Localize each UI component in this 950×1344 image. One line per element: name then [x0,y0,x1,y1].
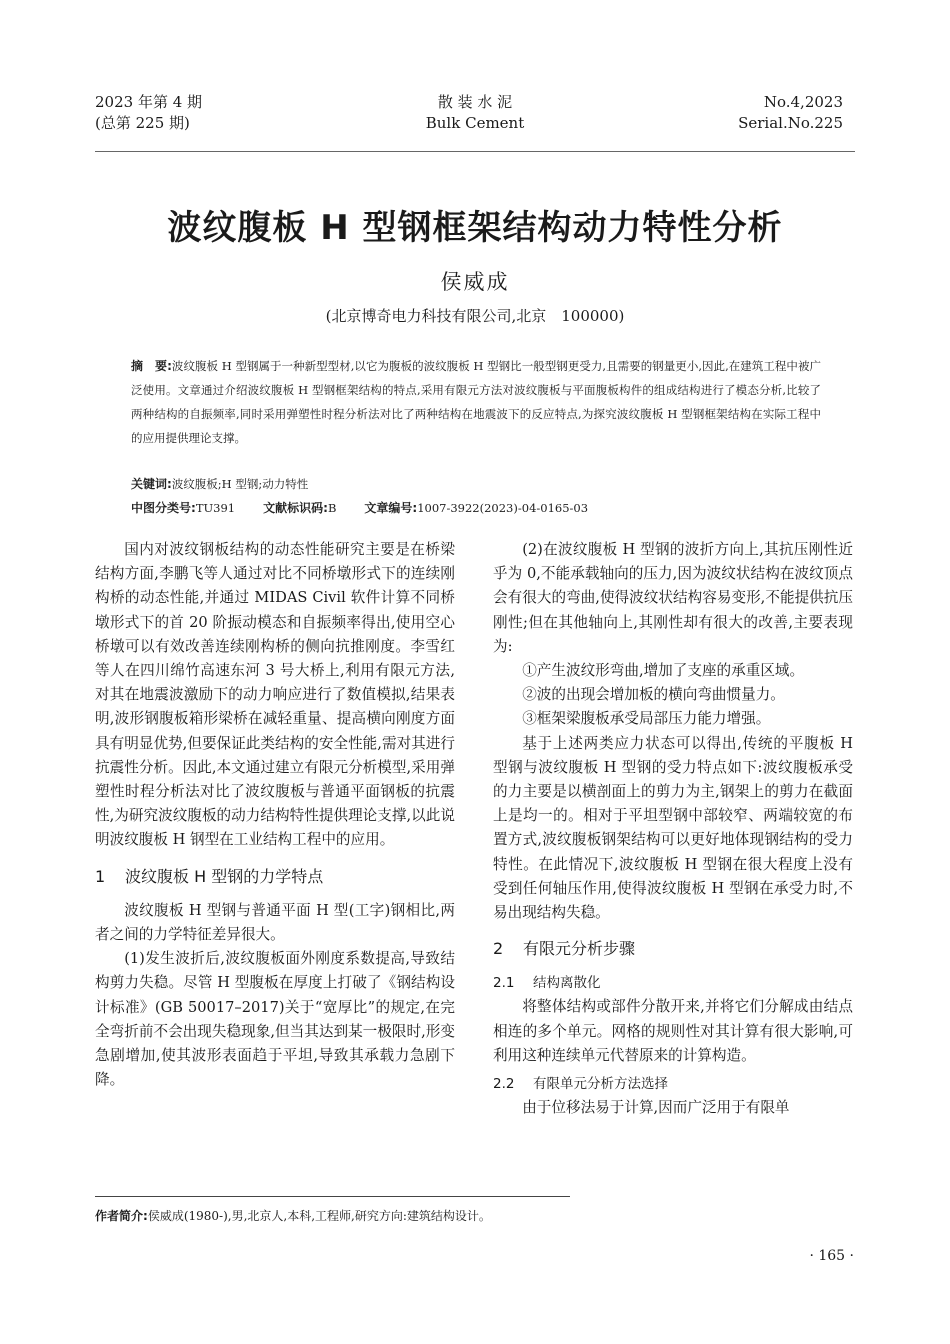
paragraph: (1)发生波折后,波纹腹板面外刚度系数提高,导致结构剪力失稳。尽管 H 型腹板在厚度上打破了《钢结构设计标准》(GB 50017–2017)关于“宽厚比”的规定,在完全弯折前不会出现失稳现象,但当其达到某一极限时,形变急剧增加,使其波形表面趋于平坦,导致其承载力急剧下降。 [95,950,455,1089]
subsection-2-2-heading [493,1072,853,1096]
author-name: 侯威成 [440,270,510,294]
abstract-label: 摘 要: [131,359,172,373]
journal-name-en: Bulk Cement [425,114,525,132]
list-item: ①产生波纹形弯曲,增加了支座的承重区域。 [522,662,805,680]
section-1-heading [95,865,455,889]
keywords [131,475,308,493]
paragraph: 波纹腹板 H 型钢与普通平面 H 型(工字)钢相比,两者之间的力学特征差异很大。 [95,901,455,944]
clc-label: 中图分类号: [131,501,196,515]
section-number: 1 [95,866,106,886]
classification-line [131,499,588,517]
header-divider [95,151,855,152]
subsection-2-1-heading [493,971,853,995]
subsection-number: 2.2 [493,1076,515,1093]
subsection-title: 结构离散化 [533,975,601,992]
section-2-heading [493,937,853,961]
left-column [95,538,455,1092]
total-issue: (总第 225 期) [95,114,190,132]
doc-code-value: B [327,501,337,515]
subsection-number: 2.1 [493,975,515,992]
footnote-label: 作者简介: [95,1209,148,1223]
footnote-text: 侯威成(1980-),男,北京人,本科,工程师,研究方向:建筑结构设计。 [147,1209,491,1223]
list-item: ③框架梁腹板承受局部压力能力增强。 [522,710,771,728]
keywords-label: 关键词: [131,477,172,491]
page-number: · 165 · [809,1248,854,1264]
abstract-text: 波纹腹板 H 型钢属于一种新型型材,以它为腹板的波纹腹板 H 型钢比一般型钢更受力,且需要的钢量更小,因此,在建筑工程中被广泛使用。文章通过介绍波纹腹板 H 型钢框架结构的特点,采用有限元方法对波纹腹板与平面腹板构件的组成结构进行了模态分析,比较了两种结构的自振频率,同时采用弹塑性时程分析法对比了两种结构在地震波下的反应特点,为探究波纹腹板 H 型钢框架结构在实际工程中的应用提供理论支撑。 [131,359,821,445]
keywords-text: 波纹腹板;H 型钢;动力特性 [171,477,309,491]
serial-number: Serial.No.225 [738,114,843,132]
doc-code-label: 文献标识码: [263,501,328,515]
article-number-value: 1007-3922(2023)-04-0165-03 [417,501,589,515]
abstract [131,354,821,450]
article-number-label: 文章编号: [364,501,418,515]
section-number: 2 [493,939,504,959]
journal-name-cn: 散 装 水 泥 [437,93,513,111]
issue-number: 2023 年第 4 期 [95,93,203,111]
list-item: ②波的出现会增加板的横向弯曲惯量力。 [522,686,785,704]
right-column [493,538,853,1120]
paragraph: (2)在波纹腹板 H 型钢的波折方向上,其抗压刚性近乎为 0,不能承载轴向的压力,因为波纹状结构在波纹顶点会有很大的弯曲,使得波纹状结构容易变形,不能提供抗压刚性;但在其他轴向上,其刚性却有很大的改善,主要表现为: [493,541,853,655]
issue-number-en: No.4,2023 [763,93,843,111]
clc-value: TU391 [195,501,236,515]
author-footnote [95,1207,491,1224]
subsection-title: 有限单元分析方法选择 [533,1076,668,1093]
footnote-divider [95,1196,570,1197]
paragraph: 基于上述两类应力状态可以得出,传统的平腹板 H 型钢与波纹腹板 H 型钢的受力特点如下:波纹腹板承受的力主要是以横剖面上的剪力为主,钢架上的剪力在截面上是均一的。相对于平坦型钢中部较窄、两端较宽的布置方式,波纹腹板钢架结构可以更好地体现钢结构的受力特性。在此情况下,波纹腹板 H 型钢在很大程度上没有受到任何轴压作用,使得波纹腹板 H 型钢在承受力时,不易出现结构失稳。 [493,734,853,922]
section-title: 有限元分析步骤 [523,939,636,959]
section-title: 波纹腹板 H 型钢的力学特点 [125,866,324,886]
journal-serial [738,92,843,134]
paragraph: 将整体结构或部件分散开来,并将它们分解成由结点相连的多个单元。网格的规则性对其计算有很大影响,可利用这种连续单元代替原来的计算构造。 [493,998,853,1064]
article-title: 波纹腹板 H 型钢框架结构动力特性分析 [167,208,783,248]
author-affiliation: (北京博奇电力科技有限公司,北京 100000) [325,307,625,325]
intro-paragraph: 国内对波纹钢板结构的动态性能研究主要是在桥梁结构方面,李鹏飞等人通过对比不同桥墩形式下的连续刚构桥的动态性能,并通过 MIDAS Civil 软件计算不同桥墩形式下的首 20 阶振动模态和自振频率得出,使用空心桥墩可以有效改善连续刚构桥的侧向抗推刚度。李雪红等人在四川绵竹高速东河 3 号大桥上,利用有限元方法,对其在地震波激励下的动力响应进行了数值模拟,结果表明,波形钢腹板箱形梁桥在减轻重量、提高横向刚度方面具有明显优势,但要保证此类结构的安全性能,需对其进行抗震性分析。因此,本文通过建立有限元分析模型,采用弹塑性时程分析法对比了波纹腹板与普通平面钢板的抗震性,为研究波纹腹板的动力结构特性提供理论支撑,以此说明波纹腹板 H 钢型在工业结构工程中的应用。 [95,541,455,849]
paragraph: 由于位移法易于计算,因而广泛用于有限单 [522,1099,790,1117]
